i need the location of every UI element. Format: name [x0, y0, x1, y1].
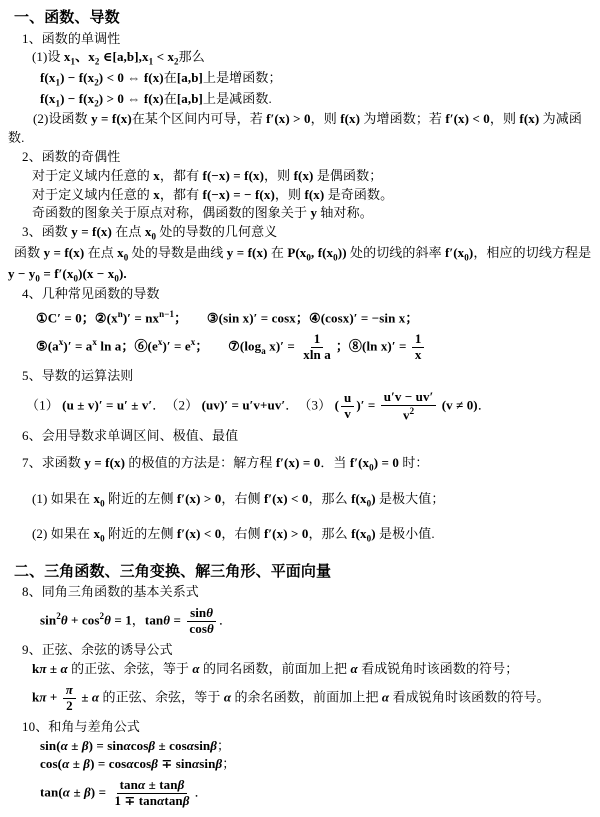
- item-3-title: 3、函数 y = f(x) 在点 $x_0$ 处的导数的几何意义: [22, 224, 278, 242]
- item-5-title: 5、导数的运算法则: [22, 368, 134, 384]
- fraction: $\frac{\pi}{2}$: [63, 683, 76, 714]
- symmetry-note: 奇函数的图象关于原点对称，偶函数的图象关于 y 轴对称。: [32, 205, 373, 221]
- cos-sum-formula: cos(α ± β) = cosαcosβ ∓ sinαsinβ；: [40, 756, 236, 772]
- item-8-title: 8、同角三角函数的基本关系式: [22, 584, 199, 600]
- item-7-title: 7、求函数 y = f(x) 的极值的方法是：解方程 f′(x) = 0．当 $f'(x_0) = 0$ 时：: [22, 455, 429, 473]
- item-2-title: 2、函数的奇偶性: [22, 148, 121, 164]
- induction-formula-1: kπ ± α 的正弦、余弦，等于 α 的同名函数，前面加上把 α 看成锐角时该函数的符号；: [32, 661, 519, 677]
- item-1-setup: (1)设 $x_1$、$x_2$ $\in[a,b],x_1 < x_2$那么: [32, 49, 205, 67]
- fraction: $\frac{u}{v}$: [341, 391, 354, 422]
- formula-increasing: $f(x_1) - f(x_2) < 0$ ⇔ f(x)在[a,b]上是增函数；: [40, 69, 282, 88]
- fraction: $\frac{\tan\alpha \pm \tan\beta}{1 \mp \tan\alpha\tan\beta}$: [114, 777, 190, 809]
- formula-decreasing: $f(x_1) - f(x_2) > 0$ ⇔ f(x)在[a,b]上是减函数.: [40, 90, 272, 109]
- even-function-def: 对于定义域内任意的 x，都有 f(−x) = f(x)，则 f(x) 是偶函数；: [32, 167, 383, 183]
- basic-trig-identity: $\sin^2\theta + \cos^2\theta = 1$，tanθ = $\frac{\sin\theta}{\cos\theta}$ ．: [40, 605, 232, 637]
- section-2-heading: 二、三角函数、三角变换、解三角形、平面向量: [14, 563, 332, 580]
- fraction: $\frac{1}{x}$: [412, 332, 425, 363]
- induction-formula-2: kπ + $\frac{\pi}{2}$ ± α 的正弦、余弦，等于 α 的余名函数，前面加上把 α 看成锐角时该函数的符号。: [32, 681, 550, 713]
- fraction: $\frac{\sin\theta}{\cos\theta}$: [186, 606, 217, 637]
- item-1-derivative-rule: (2)设函数 y = f(x)在某个区间内可导，若 f′(x) > 0，则 f(x) 为增函数；若 f′(x) < 0，则 f(x) 为减函数.: [8, 111, 582, 146]
- derivative-operation-rules: （1） (u ± v)′ = u′ ± v′． （2） (uv)′ = u′v+uv′． （3） ( $\frac{u}{v}$ )′ = $\frac{u'v - uv'}{v^2}$ (v ≠ 0)．: [26, 388, 491, 423]
- item-9-title: 9、正弦、余弦的诱导公式: [22, 642, 173, 658]
- item-1-title: 1、函数的单调性: [22, 30, 121, 46]
- fraction: $\frac{u'v - uv'}{v^2}$: [381, 390, 437, 423]
- item-4-title: 4、几种常见函数的导数: [22, 286, 160, 302]
- tangent-line-paragraph: 函数 y = f(x) 在点 $x_0$ 处的导数是曲线 y = f(x) 在 $P(x_0$, $f(x_0)$) 处的切线的斜率 $f'(x_0)$，相应的切线方程是 $y - y_0 = f'(x_0)(x - x_0)$.: [8, 244, 592, 284]
- sin-sum-formula: sin(α ± β) = sinαcosβ ± cosαsinβ；: [40, 737, 231, 753]
- derivative-formulas-1-4: ①C′ = 0；$②(x^n)' = nx^{n-1}$； ③(sin x)′ = cosx；④(cosx)′ = −sin x；: [36, 309, 419, 326]
- item-6-title: 6、会用导数求单调区间、极值、最值: [22, 428, 239, 444]
- odd-function-def: 对于定义域内任意的 x，都有 f(−x) = − f(x)，则 f(x) 是奇函数。: [32, 186, 394, 202]
- local-min-condition: (2) 如果在 $x_0$ 附近的左侧 f′(x) < 0，右侧 f′(x) > 0，那么 $f(x_0)$ 是极小值.: [32, 526, 435, 544]
- fraction: $\frac{1}{\text{xln a}}$: [303, 331, 331, 363]
- item-10-title: 10、和角与差角公式: [22, 718, 141, 734]
- section-1-heading: 一、函数、导数: [14, 10, 120, 26]
- tan-sum-formula: tan(α ± β) = $\frac{\tan\alpha \pm \tan\beta}{1 \mp \tan\alpha\tan\beta}$ ．: [40, 777, 208, 809]
- local-max-condition: (1) 如果在 $x_0$ 附近的左侧 f′(x) > 0，右侧 f′(x) < 0，那么 $f(x_0)$ 是极大值；: [32, 490, 445, 509]
- derivative-formulas-5-8: $⑤(a^x)' = a^x$ ln a；$⑥(e^x)' = e^x$； $⑦(\log_a$ x)′ = $\frac{1}{\text{xln a}}$ ；⑧(ln x)′ = $\frac{1}{x}$: [6, 332, 592, 363]
